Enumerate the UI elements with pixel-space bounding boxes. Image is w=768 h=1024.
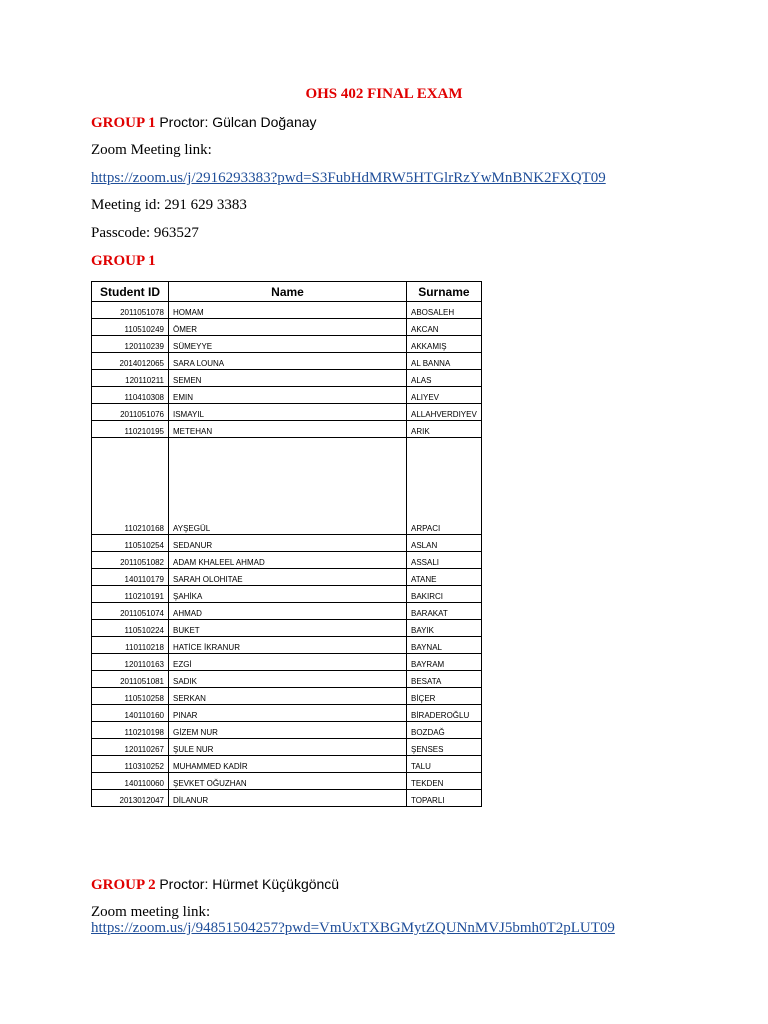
table-row [92,319,482,336]
student-id-cell: 2011051076 [92,404,169,421]
surname-cell: ALIYEV [407,387,482,404]
surname-cell: ASSALI [407,552,482,569]
table-row [92,705,482,722]
name-cell: GİZEM NUR [169,722,407,739]
name-cell: SEDANUR [169,535,407,552]
student-id-cell: 110310252 [92,756,169,773]
name-cell: AYŞEGÜL [169,438,407,535]
header-surname: Surname [407,282,482,302]
name-cell: MUHAMMED KADİR [169,756,407,773]
name-cell: SARA LOUNA [169,353,407,370]
table-row [92,370,482,387]
student-id-cell: 110510258 [92,688,169,705]
surname-cell: TEKDEN [407,773,482,790]
name-cell: ŞAHİKA [169,586,407,603]
surname-cell: TALU [407,756,482,773]
table-row [92,552,482,569]
student-id-cell: 2013012047 [92,790,169,807]
table-row [92,302,482,319]
name-cell: ŞEVKET OĞUZHAN [169,773,407,790]
surname-cell: BAYRAM [407,654,482,671]
name-cell: SÜMEYYE [169,336,407,353]
student-id-cell: 2014012065 [92,353,169,370]
student-id-cell: 110410308 [92,387,169,404]
surname-cell: BİRADEROĞLU [407,705,482,722]
surname-cell: ŞENSES [407,739,482,756]
student-id-cell: 110510224 [92,620,169,637]
student-id-cell: 140110179 [92,569,169,586]
student-id-cell: 140110160 [92,705,169,722]
surname-cell: AL BANNA [407,353,482,370]
group1-zoom-link[interactable]: https://zoom.us/j/2916293383?pwd=S3FubHdMRW5HTGlrRzYwMnBNK2FXQT09 [91,170,606,186]
group2-header [91,876,339,894]
student-id-cell: 120110163 [92,654,169,671]
surname-cell: BARAKAT [407,603,482,620]
surname-cell: AKKAMIŞ [407,336,482,353]
name-cell: ISMAYIL [169,404,407,421]
exam-title: OHS 402 FINAL EXAM [305,86,463,102]
name-cell: EZGİ [169,654,407,671]
name-cell: EMIN [169,387,407,404]
student-table [91,281,482,807]
name-cell: HOMAM [169,302,407,319]
table-row [92,603,482,620]
table-row [92,404,482,421]
surname-cell: ASLAN [407,535,482,552]
name-cell: PINAR [169,705,407,722]
name-cell: ŞULE NUR [169,739,407,756]
surname-cell: ARIK [407,421,482,438]
group1-passcode: Passcode: 963527 [91,225,199,241]
table-header-row [92,282,482,302]
table-row [92,756,482,773]
group1-meeting-id: Meeting id: 291 629 3383 [91,197,247,213]
surname-cell: ARPACI [407,438,482,535]
group1-zoom-label: Zoom Meeting link: [91,142,212,158]
surname-cell: ABOSALEH [407,302,482,319]
name-cell: ADAM KHALEEL AHMAD [169,552,407,569]
group2-zoom-link[interactable]: https://zoom.us/j/94851504257?pwd=VmUxTXBGMytZQUNnMVJ5bmh0T2pLUT09 [91,920,615,936]
student-id-cell: 110510254 [92,535,169,552]
surname-cell: BAYIK [407,620,482,637]
group1-list-heading: GROUP 1 [91,253,156,269]
name-cell: SARAH OLOHITAE [169,569,407,586]
student-id-cell: 110110218 [92,637,169,654]
name-cell: ÖMER [169,319,407,336]
group2-label: GROUP 2 [91,877,156,893]
name-cell: DİLANUR [169,790,407,807]
student-id-cell: 120110267 [92,739,169,756]
table-row [92,790,482,807]
table-row [92,569,482,586]
header-student-id: Student ID [92,282,169,302]
table-row [92,586,482,603]
surname-cell: ALAS [407,370,482,387]
student-id-cell: 110210168 [92,438,169,535]
name-cell: HATİCE İKRANUR [169,637,407,654]
name-cell: SERKAN [169,688,407,705]
group1-header [91,114,317,132]
table-row [92,773,482,790]
student-id-cell: 110210198 [92,722,169,739]
table-row [92,688,482,705]
surname-cell: ATANE [407,569,482,586]
group1-label: GROUP 1 [91,115,156,131]
name-cell: SEMEN [169,370,407,387]
table-row [92,353,482,370]
table-row [92,336,482,353]
surname-cell: BİÇER [407,688,482,705]
table-row [92,722,482,739]
student-id-cell: 120110239 [92,336,169,353]
surname-cell: BAYNAL [407,637,482,654]
student-id-cell: 110510249 [92,319,169,336]
group1-proctor: Proctor: Gülcan Doğanay [159,114,317,130]
group2-zoom-label: Zoom meeting link: [91,904,211,920]
group2-zoom-link-row [91,920,615,937]
surname-cell: BAKIRCI [407,586,482,603]
student-id-cell: 140110060 [92,773,169,790]
name-cell: METEHAN [169,421,407,438]
group2-proctor: Proctor: Hürmet Küçükgöncü [159,876,340,892]
name-cell: BUKET [169,620,407,637]
student-id-cell: 120110211 [92,370,169,387]
surname-cell: ALLAHVERDIYEV [407,404,482,421]
table-row [92,671,482,688]
student-id-cell: 2011051074 [92,603,169,620]
surname-cell: BESATA [407,671,482,688]
surname-cell: BOZDAĞ [407,722,482,739]
student-id-cell: 2011051078 [92,302,169,319]
student-id-cell: 2011051081 [92,671,169,688]
student-id-cell: 2011051082 [92,552,169,569]
surname-cell: AKCAN [407,319,482,336]
table-row [92,654,482,671]
group1-zoom-link-row [91,170,606,187]
table-row [92,421,482,438]
name-cell: SADIK [169,671,407,688]
table-row [92,620,482,637]
student-id-cell: 110210195 [92,421,169,438]
header-name: Name [169,282,407,302]
table-row [92,637,482,654]
student-id-cell: 110210191 [92,586,169,603]
name-cell: AHMAD [169,603,407,620]
table-row [92,438,482,535]
table-row [92,535,482,552]
table-row [92,739,482,756]
table-row [92,387,482,404]
surname-cell: TOPARLI [407,790,482,807]
